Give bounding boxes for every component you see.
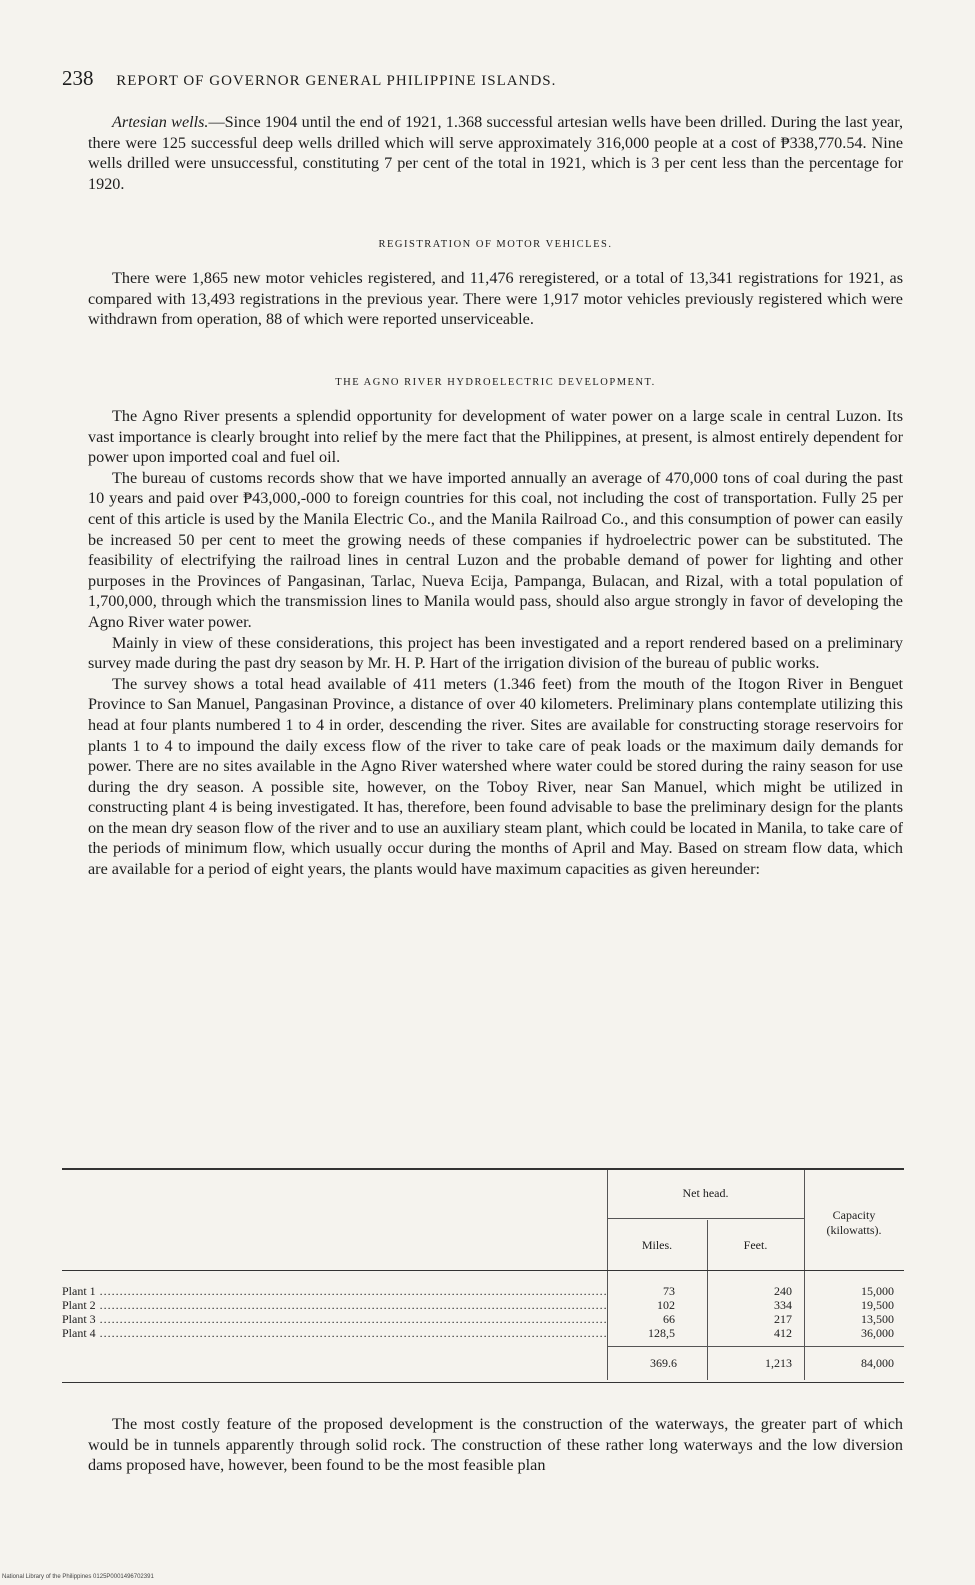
row-label: Plant 4 .....	[62, 1326, 607, 1341]
miles-header: Miles.	[641, 1238, 673, 1252]
capacity-value: 19,500	[861, 1298, 894, 1312]
miles-value: 73	[663, 1284, 675, 1298]
table-top-rule	[62, 1168, 904, 1170]
miles-value: 128,5	[648, 1326, 675, 1340]
row-label: Plant 1 .....	[62, 1284, 607, 1299]
table-bottom-rule	[62, 1382, 904, 1383]
total-rule	[607, 1346, 904, 1347]
miles-value: 102	[657, 1298, 675, 1312]
artesian-paragraph	[88, 112, 903, 194]
capacity-value: 15,000	[861, 1284, 894, 1298]
feet-value: 412	[774, 1326, 792, 1340]
motor-heading: REGISTRATION OF MOTOR VEHICLES.	[378, 239, 613, 250]
net-head-header: Net head.	[682, 1186, 729, 1200]
table-header-rule	[62, 1270, 904, 1271]
table-subheader-rule	[607, 1218, 804, 1219]
agno-paragraph-2: The bureau of customs records show that we have imported annually an average of 470,000 tons of coal during the past 10 years and paid over ₱43,000,-000 to foreign countries for this coal, not including the cost of transportation. Fully 25 per cent of this article is used by the Manila Electric Co., and the Manila Railroad Co., and this consumption of power can easily be increased 50 per cent to meet the growing needs of these companies if hydroelectric power can be substituted. The feasibility of electrifying the railroad lines in central Luzon and the probable demand of power for lighting and other purposes in the Provinces of Pangasinan, Tarlac, Nueva Ecija, Pampanga, Bulacan, and Rizal, with a total population of 1,700,000, through which the transmission lines to Manila would pass, should also argue strongly in favor of developing the Agno River water power.	[88, 468, 903, 631]
closing-section	[88, 1414, 903, 1476]
table-divider	[804, 1170, 805, 1380]
row-label: Plant 2 .....	[62, 1298, 607, 1313]
capacity-header	[804, 1208, 904, 1238]
total-miles: 369.6	[650, 1356, 677, 1370]
table-divider	[607, 1170, 608, 1380]
agno-paragraph-1: The Agno River presents a splendid opportunity for development of water power on a large scale in central Luzon. Its vast importance is clearly brought into relief by the mere fact that the Philippines, at present, is almost entirely dependent for power upon imported coal and fuel oil.	[88, 407, 903, 467]
scan-credit: National Library of the Philippines 0125P0001496702391	[2, 1574, 154, 1580]
feet-value: 334	[774, 1298, 792, 1312]
agno-paragraph-4: The survey shows a total head available of 411 meters (1.346 feet) from the mouth of the Itogon River in Benguet Province to San Manuel, Pangasinan Province, a distance of over 40 kilometers. Preliminary plans contemplate utilizing this head at four plants numbered 1 to 4 in order, descending the river. Sites are available for constructing storage reservoirs for plants 1 to 4 to impound the daily excess flow of the river to take care of peak loads or the maximum daily demands for power. There are no sites available in the Agno River watershed where water could be stored during the rainy season for use during the dry season. A possible site, however, on the Toboy River, near San Manuel, which might be utilized in constructing plant 4 is being investigated. It has, therefore, been found advisable to base the preliminary design for the plants on the mean dry season flow of the river and to use an auxiliary steam plant, which could be located in Manila, to take care of the periods of minimum flow, which usually occur during the months of April and May. Based on stream flow data, which are available for a period of eight years, the plants would have maximum capacities as given hereunder:	[88, 674, 903, 879]
capacity-header-line-2: (kilowatts).	[826, 1223, 882, 1237]
feet-value: 240	[774, 1284, 792, 1298]
total-feet: 1,213	[765, 1356, 792, 1370]
agno-section	[88, 406, 903, 880]
agno-heading: THE AGNO RIVER HYDROELECTRIC DEVELOPMENT.	[335, 377, 656, 388]
artesian-lead: Artesian wells.	[112, 113, 209, 131]
agno-paragraph-3: Mainly in view of these considerations, this project has been investigated and a report rendered based on a preliminary survey made during the past dry season by Mr. H. P. Hart of the irrigation division of the bureau of public works.	[88, 633, 903, 673]
capacity-value: 36,000	[861, 1326, 894, 1340]
motor-section	[88, 268, 903, 330]
feet-value: 217	[774, 1312, 792, 1326]
capacity-value: 13,500	[861, 1312, 894, 1326]
total-capacity: 84,000	[861, 1356, 894, 1370]
motor-paragraph: There were 1,865 new motor vehicles registered, and 11,476 reregistered, or a total of 13,341 registrations for 1921, as compared with 13,493 registrations in the previous year. There were 1,917 motor vehicles previously registered which were withdrawn from operation, 88 of which were reported unserviceable.	[88, 269, 903, 329]
artesian-section	[88, 112, 903, 194]
running-title: REPORT OF GOVERNOR GENERAL PHILIPPINE ISLANDS.	[116, 73, 557, 89]
miles-value: 66	[663, 1312, 675, 1326]
artesian-text: —Since 1904 until the end of 1921, 1.368 successful artesian wells have been drilled. During the last year, there were 125 successful deep wells drilled which will serve approximately 316,000 people at a cost of ₱338,770.54. Nine wells drilled were unsuccessful, constituting 7 per cent of the total in 1921, which is 3 per cent less than the percentage for 1920.	[88, 113, 903, 193]
row-label: Plant 3 .....	[62, 1312, 607, 1327]
page-number: 238	[62, 66, 94, 90]
running-head	[62, 66, 912, 91]
capacity-header-line-1: Capacity	[832, 1208, 876, 1222]
feet-header: Feet.	[743, 1238, 768, 1252]
agno-paragraph-5: The most costly feature of the proposed development is the construction of the waterways, the greater part of which would be in tunnels apparently through solid rock. The construction of these rather long waterways and the low diversion dams proposed have, however, been found to be the most feasible plan	[88, 1415, 903, 1475]
